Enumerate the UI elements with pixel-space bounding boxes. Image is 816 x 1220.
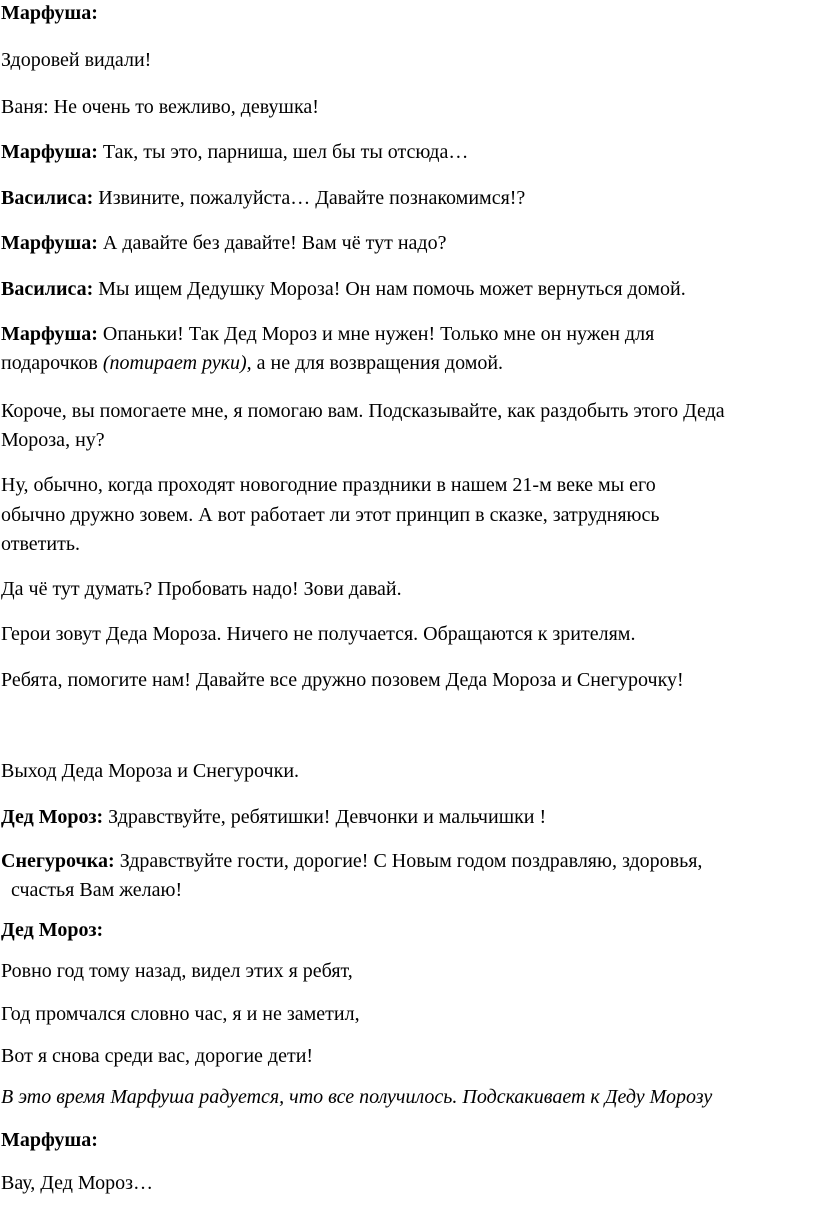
dialogue-line	[1, 137, 816, 167]
stage-direction: (потирает руки),	[102, 352, 252, 374]
dialogue-text: Здравствуйте гости, дорогие! С Новым годом поздравляю, здоровья,	[114, 850, 703, 872]
dialogue-line: Ну, обычно, когда проходят новогодние праздники в нашем 21-м веке мы его	[1, 474, 656, 496]
speaker-name: Марфуша:	[1, 323, 98, 345]
dialogue-line	[1, 228, 816, 258]
speaker-name: Дед Мороз:	[1, 806, 104, 828]
dialogue-text: Опаньки! Так Дед Мороз и мне нужен! Только мне он нужен для	[97, 323, 655, 345]
dialogue-line: Выход Деда Мороза и Снегурочки.	[1, 760, 300, 782]
speaker-name: Дед Мороз:	[1, 919, 104, 941]
dialogue-line	[1, 183, 816, 213]
dialogue-line-continued: ответить.	[1, 533, 80, 555]
dialogue-line: Короче, вы помогаете мне, я помогаю вам. Подсказывайте, как раздобыть этого Деда	[1, 400, 725, 422]
dialogue-line-continued	[1, 348, 816, 378]
dialogue-text: А давайте без давайте! Вам чё тут надо?	[97, 232, 447, 254]
dialogue-text: Здравствуйте, ребятишки! Девчонки и мальчишки !	[103, 806, 547, 828]
dialogue-text: Так, ты это, парниша, шел бы ты отсюда…	[97, 141, 469, 163]
dialogue-line-continued: Мороза, ну?	[1, 429, 105, 451]
dialogue-line: Здоровей видали!	[1, 49, 152, 71]
dialogue-line: Герои зовут Деда Мороза. Ничего не получается. Обращаются к зрителям.	[1, 623, 636, 645]
dialogue-line	[1, 846, 816, 876]
speaker-line	[1, 1125, 816, 1155]
speaker-name: Снегурочка:	[1, 850, 115, 872]
dialogue-line: Ваня: Не очень то вежливо, девушка!	[1, 96, 319, 118]
dialogue-text: Извините, пожалуйста… Давайте познакомимся!?	[93, 187, 526, 209]
speaker-line	[1, 915, 816, 945]
speaker-name: Марфуша:	[1, 2, 98, 24]
dialogue-line-continued: обычно дружно зовем. А вот работает ли этот принцип в сказке, затрудняюсь	[1, 504, 660, 526]
speaker-name: Марфуша:	[1, 141, 98, 163]
dialogue-text: подарочков	[1, 352, 103, 374]
speaker-name: Василиса:	[1, 187, 94, 209]
dialogue-text: а не для возвращения домой.	[251, 352, 504, 374]
dialogue-line: Да чё тут думать? Пробовать надо! Зови давай.	[1, 578, 402, 600]
speaker-name: Марфуша:	[1, 1129, 98, 1151]
dialogue-text: Мы ищем Дедушку Мороза! Он нам помочь может вернуться домой.	[93, 278, 686, 300]
verse-line: Ровно год тому назад, видел этих я ребят,	[1, 960, 353, 982]
speaker-line	[1, 0, 816, 28]
verse-line: Вот я снова среди вас, дорогие дети!	[1, 1045, 314, 1067]
dialogue-line-continued: счастья Вам желаю!	[11, 879, 183, 901]
verse-line: Год промчался словно час, я и не заметил,	[1, 1003, 360, 1025]
dialogue-line	[1, 802, 816, 832]
speaker-name: Василиса:	[1, 278, 94, 300]
stage-direction: В это время Марфуша радуется, что все получилось. Подскакивает к Деду Морозу	[1, 1086, 713, 1108]
dialogue-line	[1, 274, 816, 304]
speaker-name: Марфуша:	[1, 232, 98, 254]
dialogue-line: Ребята, помогите нам! Давайте все дружно позовем Деда Мороза и Снегурочку!	[1, 669, 684, 691]
dialogue-line: Вау, Дед Мороз…	[1, 1172, 154, 1194]
dialogue-line	[1, 319, 816, 349]
